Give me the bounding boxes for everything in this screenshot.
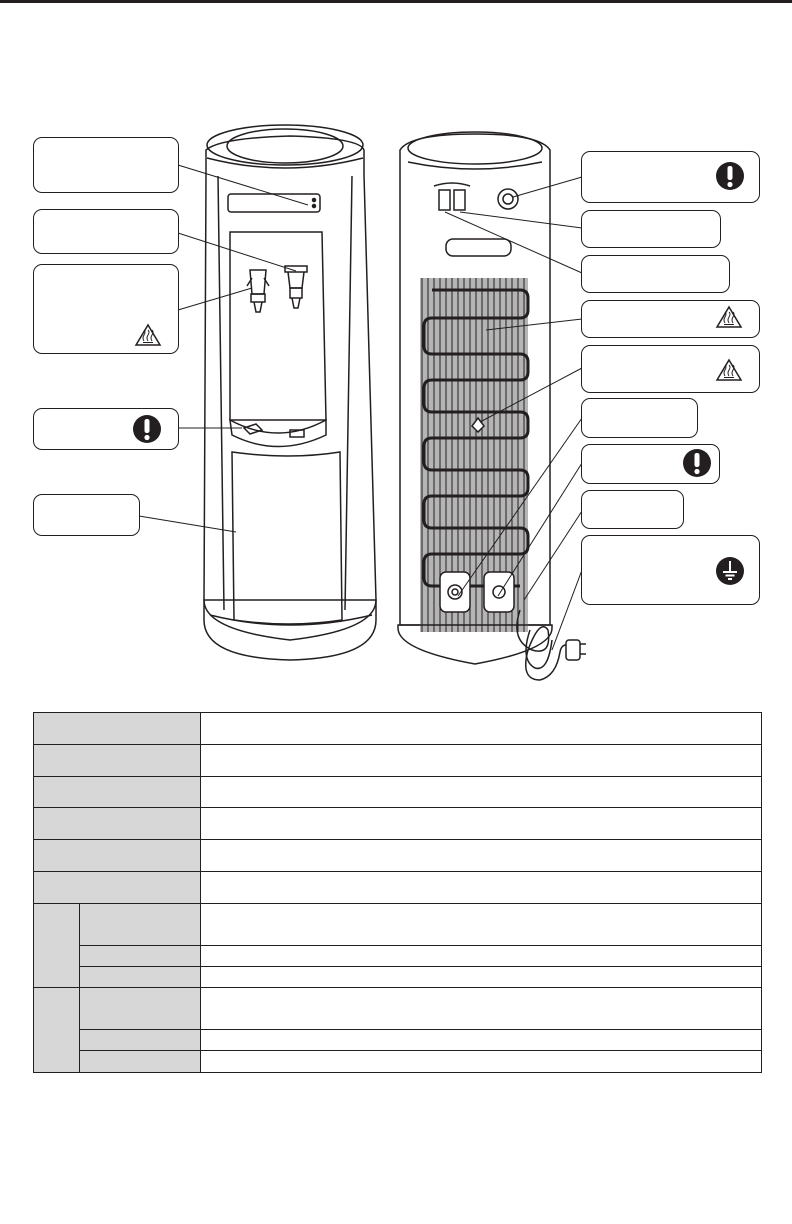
spec-group-label: [34, 988, 80, 1073]
hot-surface-warning-icon: [134, 323, 162, 347]
spec-label: [34, 840, 201, 872]
hot-tap: [285, 266, 307, 308]
table-row: [34, 988, 762, 1030]
spec-sub-label: [80, 1051, 201, 1073]
hot-switch: [439, 190, 450, 210]
front-dispense-recess: [230, 232, 326, 420]
callout-condenser-coil: [581, 300, 760, 338]
ground-symbol-icon: [715, 556, 745, 586]
callout-grounded-plug: [581, 535, 760, 605]
callout-power-cord: [581, 490, 684, 529]
spec-value: [201, 777, 762, 808]
callout-hot-water-tap: [33, 264, 179, 354]
table-row: [34, 1030, 762, 1051]
table-row: [34, 745, 762, 777]
table-row: [34, 808, 762, 840]
table-row: [34, 967, 762, 988]
spec-label: [34, 745, 201, 777]
spec-value: [201, 1051, 762, 1073]
callout-drain-plug: [581, 398, 698, 438]
cold-tap: [247, 270, 269, 312]
callout-hot-cold-taps: [33, 209, 179, 254]
front-base: [204, 600, 376, 660]
spec-sub-label: [80, 904, 201, 946]
spec-value: [201, 967, 762, 988]
table-row: [34, 840, 762, 872]
spec-value: [201, 840, 762, 872]
front-cabinet-door: [232, 452, 342, 624]
spec-group-label: [34, 904, 80, 988]
front-indicator-panel: [228, 194, 320, 212]
exclamation-circle-icon: [715, 161, 745, 191]
callout-compressor-line: [581, 345, 760, 393]
spec-value: [201, 904, 762, 946]
hot-surface-warning-icon: [715, 358, 743, 382]
callout-thermostat-knob: [581, 151, 760, 203]
spec-value: [201, 872, 762, 904]
spec-value: [201, 946, 762, 967]
spec-value: [201, 808, 762, 840]
table-row: [34, 1051, 762, 1073]
exclamation-circle-icon: [682, 448, 712, 478]
cold-switch: [454, 190, 465, 210]
table-row: [34, 872, 762, 904]
table-row: [34, 904, 762, 946]
spec-value: [201, 713, 762, 745]
callout-cold-switch: [581, 255, 730, 293]
front-top-cap: [207, 125, 363, 165]
spec-sub-label: [80, 1030, 201, 1051]
spec-label: [34, 777, 201, 808]
table-row: [34, 713, 762, 745]
rear-handle: [446, 239, 511, 256]
callout-indicator-lights: [33, 137, 179, 193]
callout-drain-cap: [581, 444, 720, 484]
callout-hot-switch: [581, 210, 721, 248]
hot-surface-warning-icon: [715, 305, 743, 329]
spec-label: [34, 808, 201, 840]
spec-value: [201, 1030, 762, 1051]
spec-label: [34, 872, 201, 904]
spec-sub-label: [80, 988, 201, 1030]
callout-drip-tray: [33, 408, 179, 450]
specifications-table: [33, 712, 762, 1073]
back-top-cap: [408, 132, 542, 164]
spec-value: [201, 745, 762, 777]
spec-sub-label: [80, 946, 201, 967]
back-view-cooler: [398, 132, 586, 680]
front-view-cooler: [204, 125, 376, 660]
spec-value: [201, 988, 762, 1030]
power-plug: [566, 640, 580, 660]
spec-sub-label: [80, 967, 201, 988]
table-row: [34, 946, 762, 967]
exclamation-circle-icon: [132, 414, 162, 444]
table-row: [34, 777, 762, 808]
spec-label: [34, 713, 201, 745]
callout-cabinet-door: [33, 494, 140, 536]
thermostat-knob: [498, 189, 518, 209]
